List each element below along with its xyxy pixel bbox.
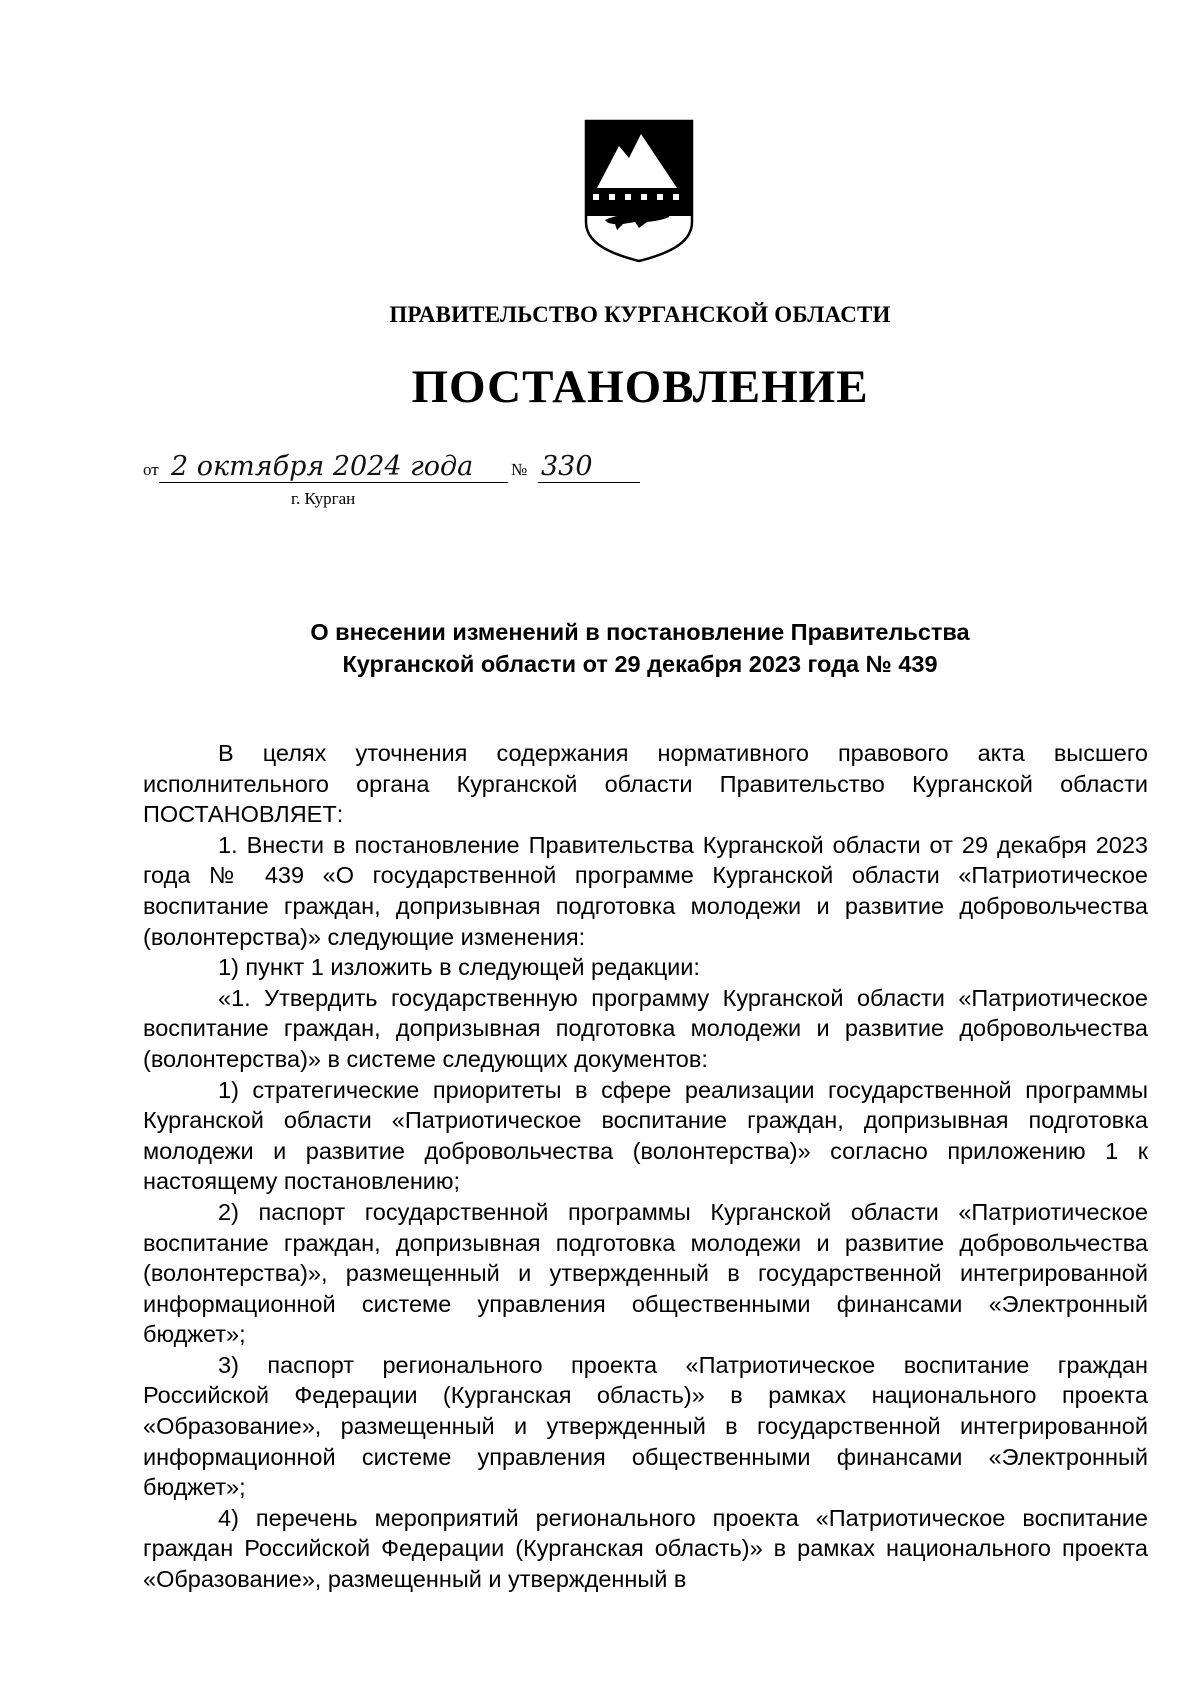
paragraph-list-item-2: 2) паспорт государственной программы Курганской области «Патриотическое воспитание граждан, допризывная подготовка молодежи и развитие добровольчества (волонтерства)», размещенный и утвержденный в государственной интегрированной информационной системе управления общественными финансами «Электронный бюджет»; bbox=[143, 1198, 1148, 1348]
paragraph-quoted-item-1: «1. Утвердить государственную программу Курганской области «Патриотическое воспитание граждан, допризывная подготовка молодежи и развитие добровольчества (волонтерства)» в системе следующих документов: bbox=[143, 984, 1148, 1072]
document-type-title: ПОСТАНОВЛЕНИЕ bbox=[411, 361, 869, 413]
number-label: № bbox=[511, 460, 528, 479]
paragraph-subitem-1: 1) пункт 1 изложить в следующей редакции: bbox=[218, 954, 700, 981]
paragraph-item-1: 1. Внести в постановление Правительства Курганской области от 29 декабря 2023 года № 439 «О государственной программе Курганской области «Патриотическое воспитание граждан, допризывная подготовка молодежи и развитие добровольчества (волонтерства)» следующие изменения: bbox=[143, 831, 1148, 950]
subject-line-1: О внесении изменений в постановление Правительства bbox=[310, 619, 970, 645]
city-label: г. Курган bbox=[291, 489, 356, 508]
coat-of-arms-icon bbox=[583, 118, 695, 264]
document-body bbox=[143, 738, 1148, 1595]
subject-line-2: Курганской области от 29 декабря 2023 года № 439 bbox=[342, 651, 938, 677]
from-label: от bbox=[143, 460, 159, 479]
issuing-authority: ПРАВИТЕЛЬСТВО КУРГАНСКОЙ ОБЛАСТИ bbox=[389, 302, 891, 327]
paragraph-preamble: В целях уточнения содержания нормативного правового акта высшего исполнительного органа Курганской области Правительство Курганской области ПОСТАНОВЛЯЕТ: bbox=[143, 740, 1148, 828]
date-number-line bbox=[143, 448, 663, 488]
date-underline bbox=[159, 482, 508, 483]
handwritten-number: 330 bbox=[541, 451, 593, 482]
paragraph-list-item-1: 1) стратегические приоритеты в сфере реализации государственной программы Курганской области «Патриотическое воспитание граждан, допризывная подготовка молодежи и развитие добровольчества (волонтерства)» согласно приложению 1 к настоящему постановлению; bbox=[143, 1076, 1148, 1195]
paragraph-list-item-4: 4) перечень мероприятий регионального проекта «Патриотическое воспитание граждан Российской Федерации (Курганская область)» в рамках национального проекта «Образование», размещенный и утвержденный в bbox=[143, 1504, 1148, 1593]
handwritten-date: 2 октября 2024 года bbox=[171, 451, 474, 482]
document-subject bbox=[0, 616, 1200, 680]
number-underline bbox=[538, 482, 640, 483]
paragraph-list-item-3: 3) паспорт регионального проекта «Патриотическое воспитание граждан Российской Федерации (Курганская область)» в рамках национального проекта «Образование», размещенный и утвержденный в государственной интегрированной информационной системе управления общественными финансами «Электронный бюджет»; bbox=[143, 1351, 1148, 1501]
